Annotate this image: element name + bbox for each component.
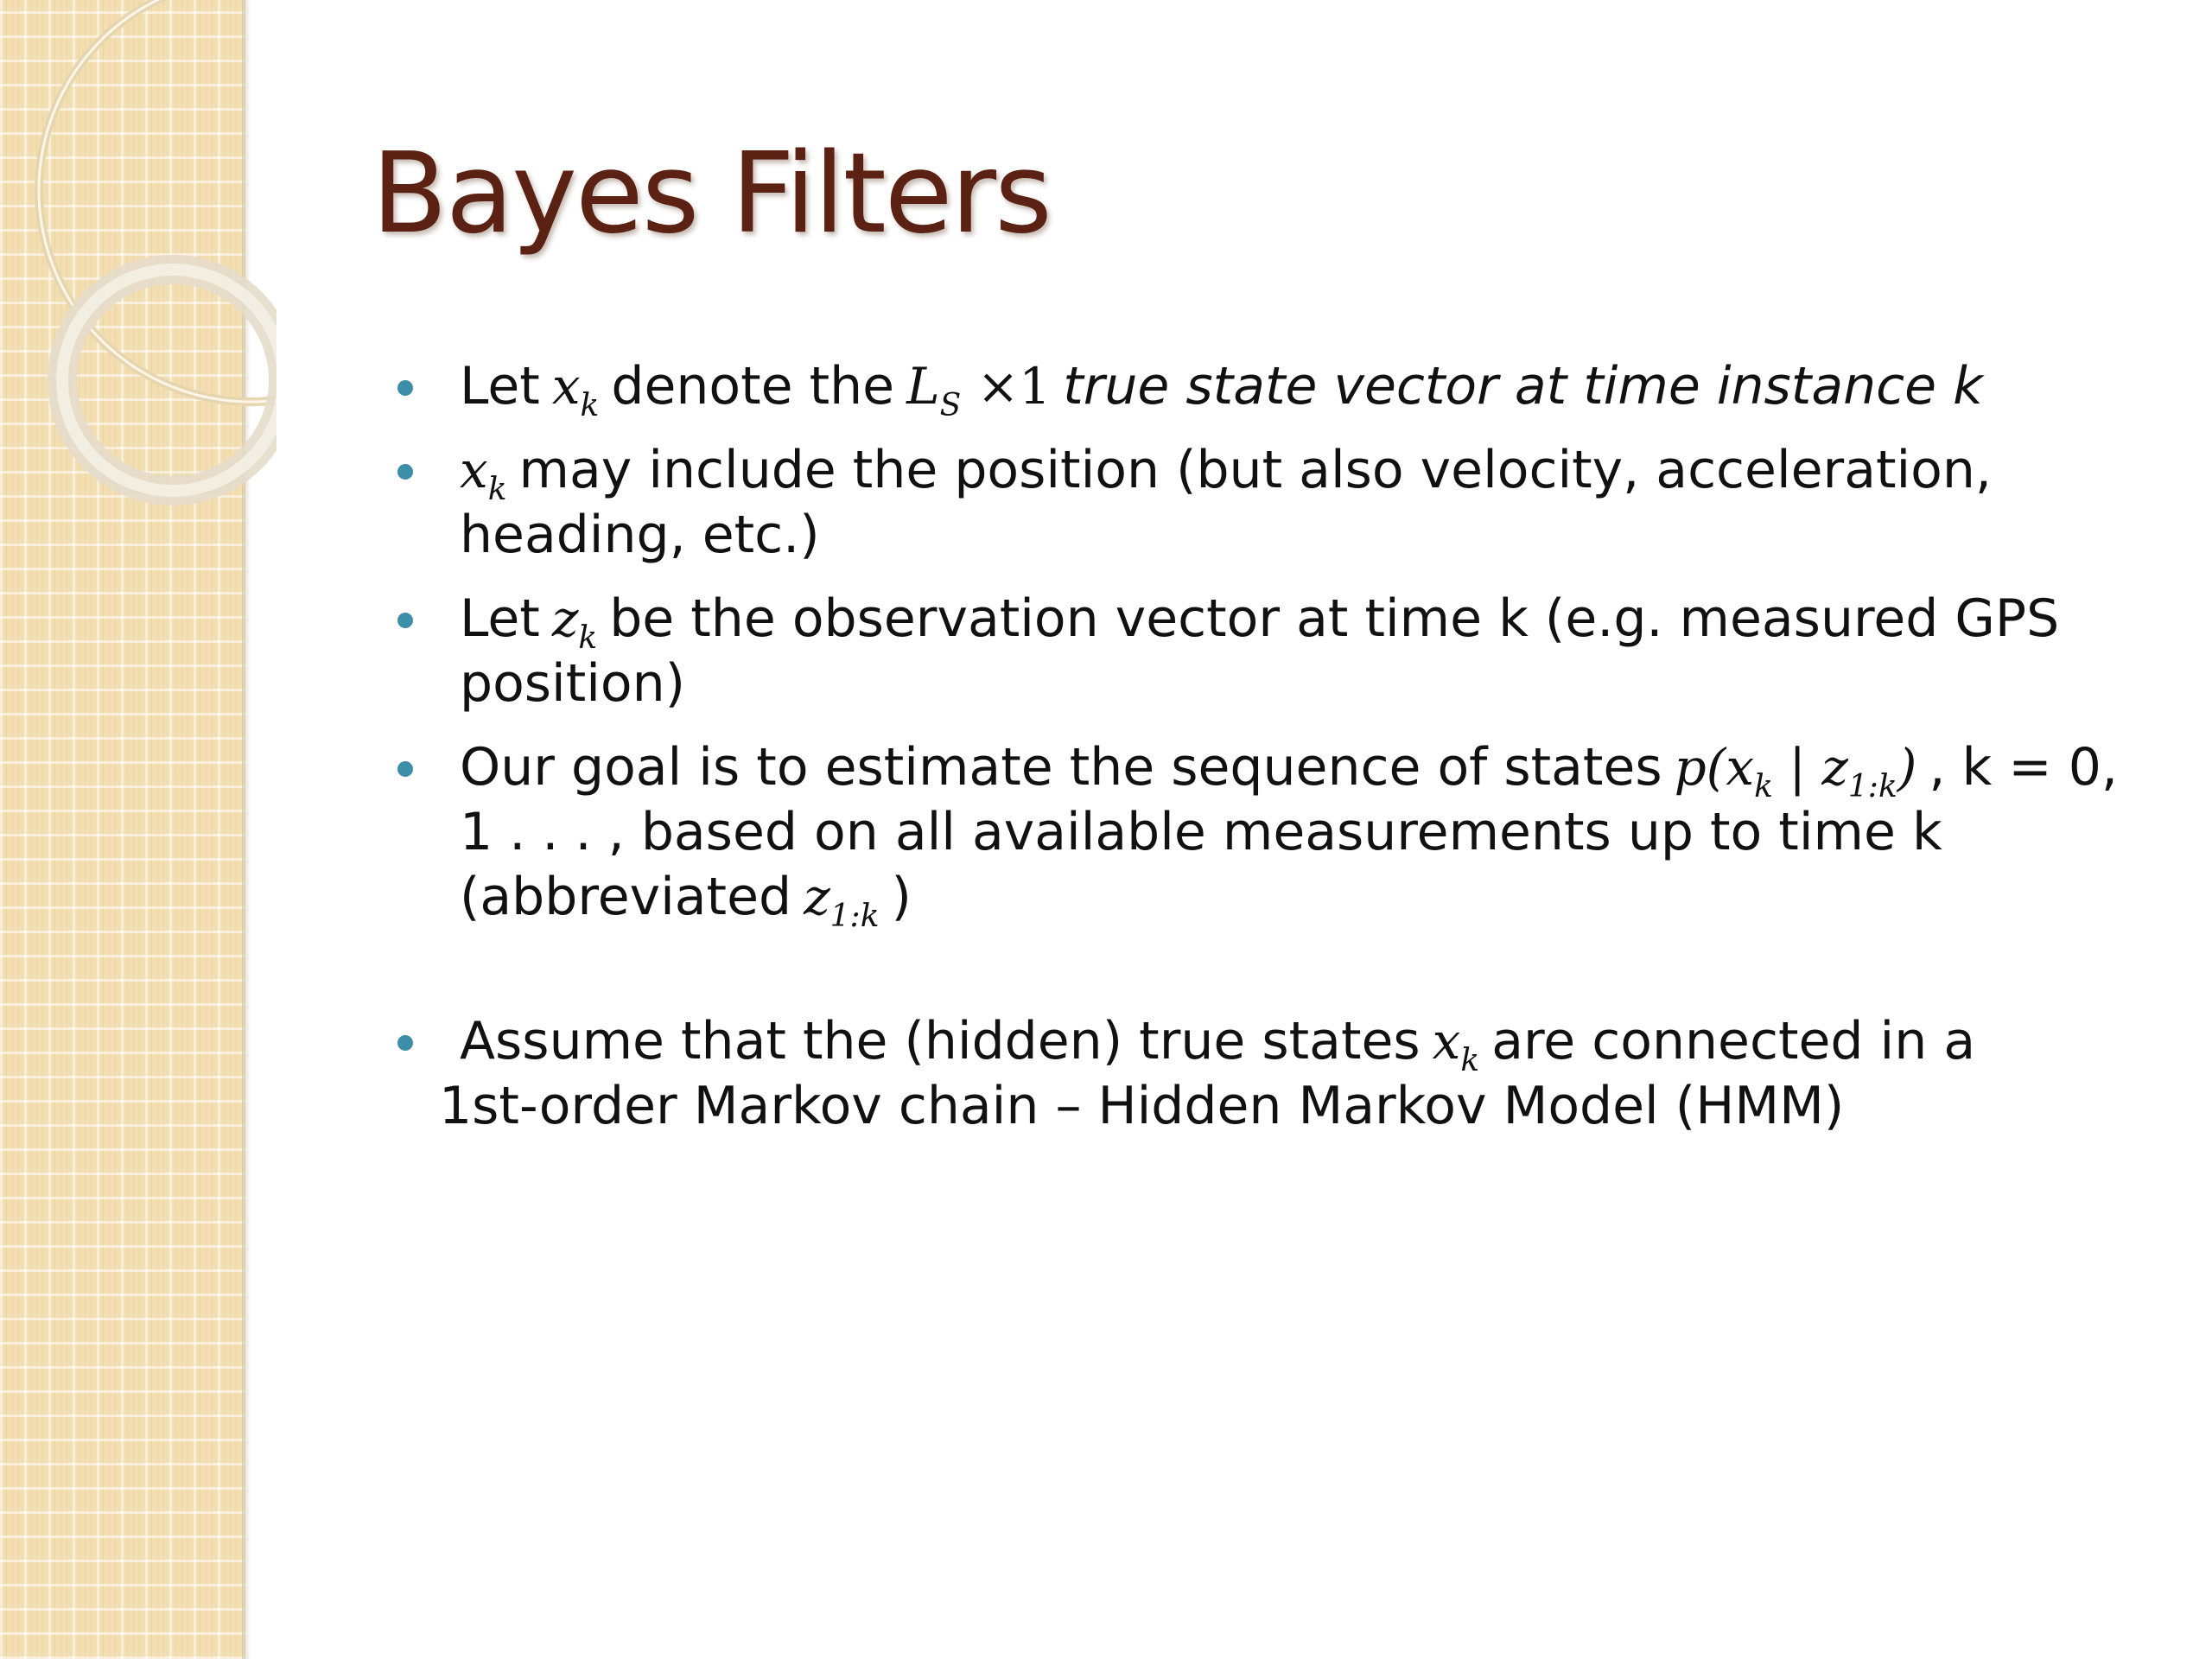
bullet-item [380,735,2160,934]
bullet-text: Assume that the (hidden) true states [460,1011,1421,1071]
bullet-dot [397,761,413,777]
bullet-dot [397,464,413,480]
bullet-dot [397,613,413,628]
slide-title: Bayes Filters [372,130,1051,258]
bullet-text: ) [891,867,912,927]
math-ls-times-1: $L_S \times 1$ [906,357,1052,423]
bullet-text: denote the [611,356,895,416]
bullet-item [380,1009,2160,1139]
math-z-1k: $z_{1:k}$ [804,868,880,934]
math-z-k: $z_k$ [551,589,598,656]
bullet-text: Our goal is to estimate the sequence of states [460,737,1662,798]
bullet-text: are connected in a [1491,1011,1976,1071]
bullet-text: be the observation vector at time k (e.g. measured GPS position) [460,588,2060,714]
bullet-text: , k = 0, 1 . . . , based on all available measurements up to time k (abbreviated [460,737,2118,927]
math-x-k: $x_k$ [551,357,600,423]
bullet-item [380,438,2160,568]
math-x-k: $x_k$ [1432,1012,1480,1078]
bullet-item [380,587,2160,716]
bullet-dot [397,380,413,396]
bullet-text-italic: true state vector at time instance k [1063,356,1983,416]
bullet-text-line2: 1st-order Markov chain – Hidden Markov Model (HMM) [439,1076,1845,1136]
bullet-dot [397,1035,413,1051]
bullet-text: may include the position (but also velocity, acceleration, heading, etc.) [460,440,1992,565]
decorative-circles [0,0,276,562]
math-x-k: $x_k$ [460,441,507,507]
bullet-text: Let [460,356,540,416]
math-posterior: $p(x_k$ | $z_{1:k}$) [1674,738,1917,804]
bullet-text: Let [460,588,540,649]
bullet-list [380,354,2160,1158]
bullet-item [380,354,2160,423]
